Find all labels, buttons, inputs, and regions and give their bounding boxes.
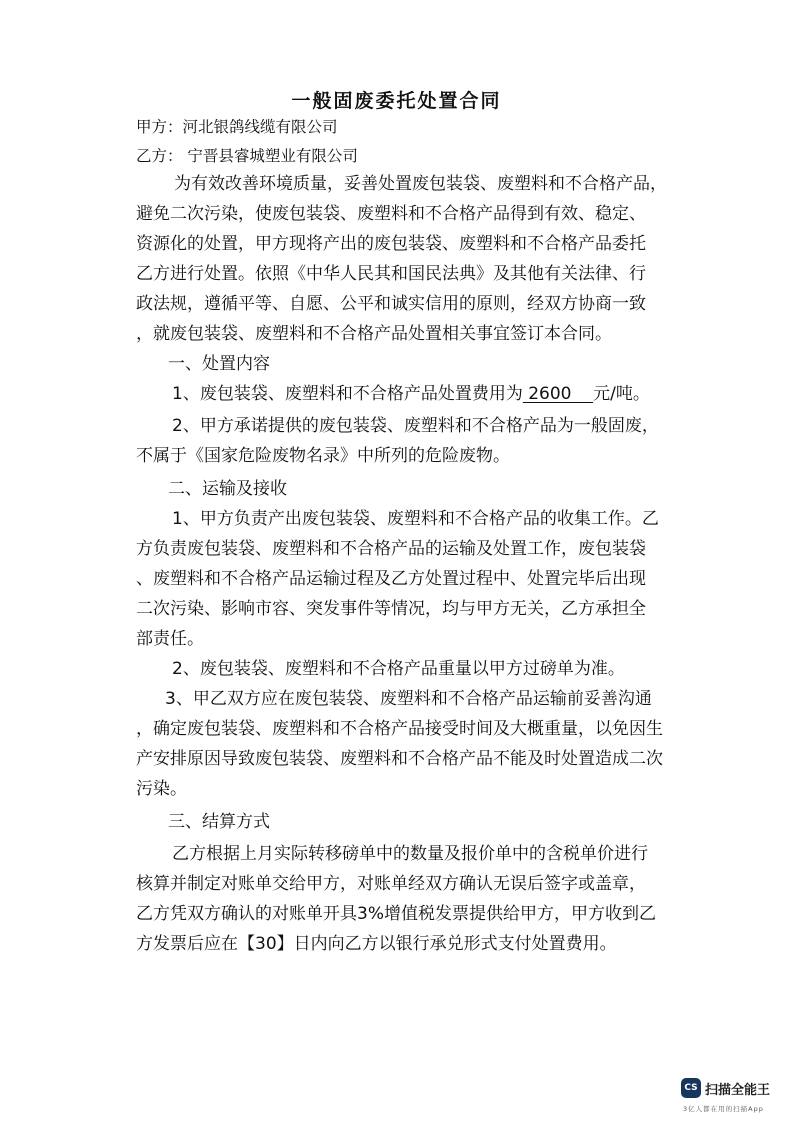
section-heading-transport: 二、运输及接收: [168, 479, 287, 499]
party-b: 乙方： 宁晋县睿城塑业有限公司: [136, 147, 358, 165]
scanner-watermark: [681, 1078, 791, 1118]
clause-line: ，确定废包装袋、废塑料和不合格产品接受时间及大概重量，以免因生: [136, 719, 663, 739]
clause-line: 产安排原因导致废包装袋、废塑料和不合格产品不能及时处置造成二次: [136, 749, 663, 769]
clause-line: 2、废包装袋、废塑料和不合格产品重量以甲方过磅单为准。: [172, 659, 625, 679]
clause-line: 3、甲乙双方应在废包装袋、废塑料和不合格产品运输前妥善沟通: [165, 689, 652, 709]
intro-line: 资源化的处置，甲方现将产出的废包装袋、废塑料和不合格产品委托: [136, 234, 646, 254]
intro-line: 避免二次污染，使废包装袋、废塑料和不合格产品得到有效、稳定、: [136, 204, 646, 224]
intro-line: ，就废包装袋、废塑料和不合格产品处置相关事宜签订本合同。: [136, 324, 612, 344]
clause-line: 乙方根据上月实际转移磅单中的数量及报价单中的含税单价进行: [172, 844, 648, 864]
clause-line: 乙方凭双方确认的对账单开具3%增值税发票提供给甲方，甲方收到乙: [136, 904, 656, 924]
section-heading-settlement: 三、结算方式: [168, 812, 270, 832]
clause-line: 二次污染、影响市容、突发事件等情况，均与甲方无关，乙方承担全: [136, 599, 646, 619]
intro-line: 乙方进行处置。依照《中华人民其和国民法典》及其他有关法律、行: [136, 264, 646, 284]
clause-line: 1、甲方负责产出废包装袋、废塑料和不合格产品的收集工作。乙: [172, 509, 659, 529]
clause-line: 、废塑料和不合格产品运输过程及乙方处置过程中、处置完毕后出现: [136, 569, 646, 589]
clause-line: 部责任。: [136, 629, 204, 649]
camscanner-logo-icon: CS: [681, 1078, 701, 1098]
fee-clause-suffix: 元/吨。: [593, 384, 650, 404]
section-heading-disposal: 一、处置内容: [168, 354, 270, 374]
watermark-name: 扫描全能王: [705, 1083, 771, 1098]
clause-line: 方负责废包装袋、废塑料和不合格产品的运输及处置工作，废包装袋: [136, 539, 646, 559]
watermark-tagline: 3亿人都在用的扫描App: [683, 1105, 764, 1113]
intro-line: 政法规，遵循平等、自愿、公平和诚实信用的原则，经双方协商一致: [136, 294, 646, 314]
clause-line: 核算并制定对账单交给甲方，对账单经双方确认无误后签字或盖章，: [136, 874, 646, 894]
party-a: 甲方：河北银鸽线缆有限公司: [136, 118, 338, 136]
disposal-fee-clause: [172, 384, 650, 404]
clause-line: 不属于《国家危险废物名录》中所列的危险废物。: [136, 446, 510, 466]
clause-line: 方发票后应在【30】日内向乙方以银行承兑形式支付处置费用。: [136, 934, 617, 954]
clause-line: 2、甲方承诺提供的废包装袋、废塑料和不合格产品为一般固废，: [172, 416, 659, 436]
fee-clause-prefix: 1、废包装袋、废塑料和不合格产品处置费用为: [172, 384, 523, 404]
fee-amount: 2600: [522, 384, 594, 404]
document-title: 一般固废委托处置合同: [291, 90, 502, 112]
clause-line: 污染。: [136, 779, 187, 799]
intro-line: 为有效改善环境质量，妥善处置废包装袋、废塑料和不合格产品，: [174, 174, 667, 194]
